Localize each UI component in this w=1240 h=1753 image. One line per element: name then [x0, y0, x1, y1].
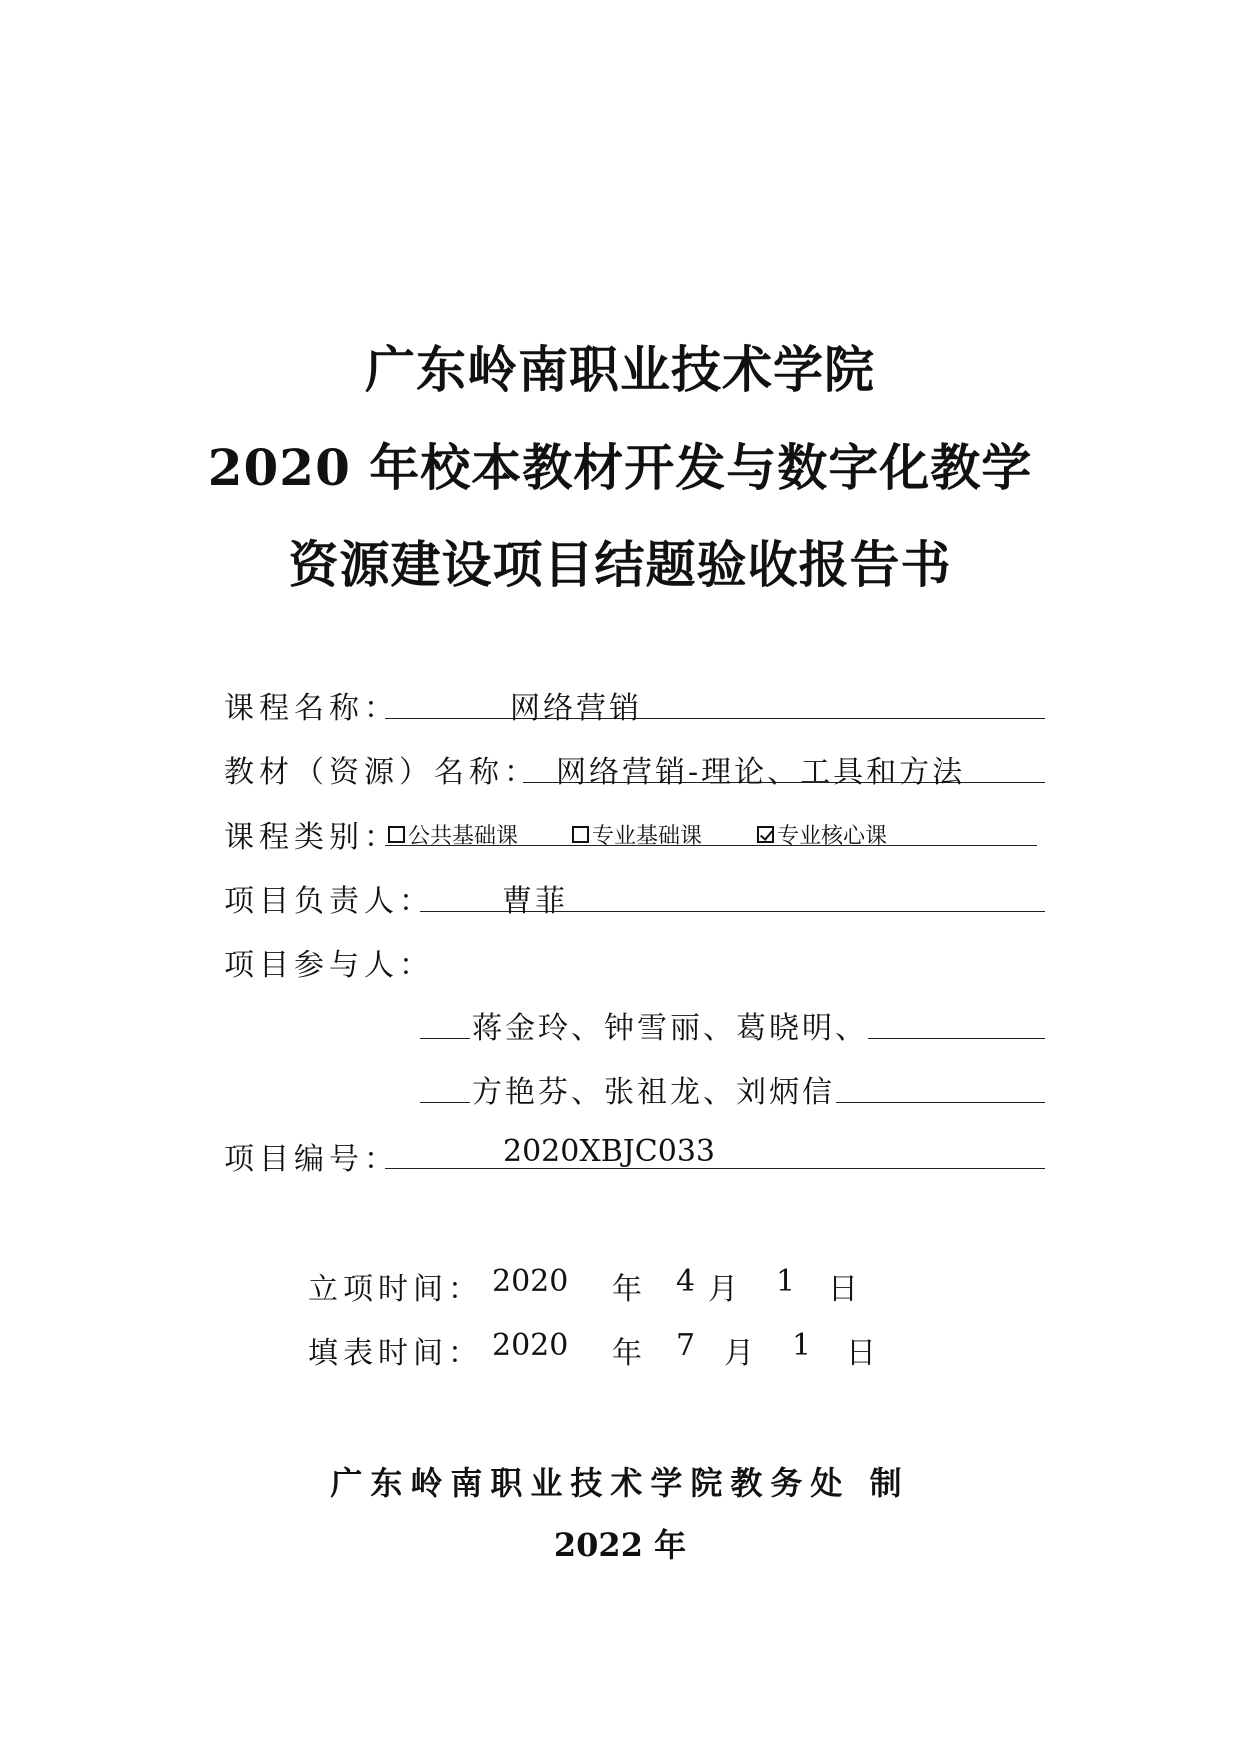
category-option-label: 公共基础课	[408, 824, 519, 849]
course-name-label: 课程名称：	[224, 691, 399, 726]
category-option-major-basic[interactable]	[572, 819, 702, 850]
fill-date-label: 填表时间：	[308, 1336, 483, 1371]
footer-year: 2022 年	[553, 1526, 687, 1564]
participants-line2-underline-left	[420, 1102, 470, 1103]
start-year: 2020	[492, 1264, 569, 1299]
category-option-label: 专业基础课	[592, 824, 703, 849]
fill-month-unit: 月	[724, 1336, 754, 1371]
start-day-unit: 日	[828, 1272, 858, 1307]
title-line-2: 2020 年校本教材开发与数字化教学	[207, 438, 1033, 497]
leader-label: 项目负责人：	[224, 884, 434, 919]
participants-line-1: 蒋金玲、钟雪丽、葛晓明、	[472, 1011, 868, 1046]
category-option-major-core[interactable]	[757, 819, 887, 850]
project-no-value: 2020XBJC033	[503, 1134, 715, 1169]
participants-line1-underline-right	[868, 1038, 1045, 1039]
fill-day-unit: 日	[846, 1336, 876, 1371]
start-day: 1	[776, 1264, 796, 1299]
course-name-value: 网络营销	[510, 691, 642, 726]
start-date-label: 立项时间：	[308, 1272, 483, 1307]
leader-value: 曹菲	[502, 884, 568, 919]
title-line-1: 广东岭南职业技术学院	[365, 340, 875, 399]
project-no-underline	[385, 1168, 1045, 1169]
footer-org: 广东岭南职业技术学院教务处 制	[330, 1464, 910, 1502]
textbook-value: 网络营销-理论、工具和方法	[556, 755, 966, 790]
category-option-label: 专业核心课	[777, 824, 888, 849]
participants-line-2: 方艳芬、张祖龙、刘炳信	[472, 1075, 835, 1110]
participants-line2-underline-right	[836, 1102, 1045, 1103]
participants-label: 项目参与人：	[224, 948, 434, 983]
start-year-unit: 年	[612, 1272, 642, 1307]
project-no-label: 项目编号：	[224, 1142, 399, 1177]
checkbox-icon[interactable]	[388, 826, 405, 843]
participants-line1-underline-left	[420, 1038, 470, 1039]
checked-checkbox-icon[interactable]	[757, 826, 774, 843]
start-month-unit: 月	[708, 1272, 738, 1307]
fill-day: 1	[792, 1328, 812, 1363]
fill-month: 7	[676, 1328, 696, 1363]
fill-year: 2020	[492, 1328, 569, 1363]
textbook-label: 教材（资源）名称：	[224, 755, 539, 790]
title-line-3: 资源建设项目结题验收报告书	[288, 535, 952, 594]
fill-year-unit: 年	[612, 1336, 642, 1371]
category-label: 课程类别：	[224, 820, 399, 855]
course-name-underline	[385, 718, 1045, 719]
start-month: 4	[676, 1264, 696, 1299]
checkbox-icon[interactable]	[572, 826, 589, 843]
category-option-public-basic[interactable]	[388, 819, 518, 850]
